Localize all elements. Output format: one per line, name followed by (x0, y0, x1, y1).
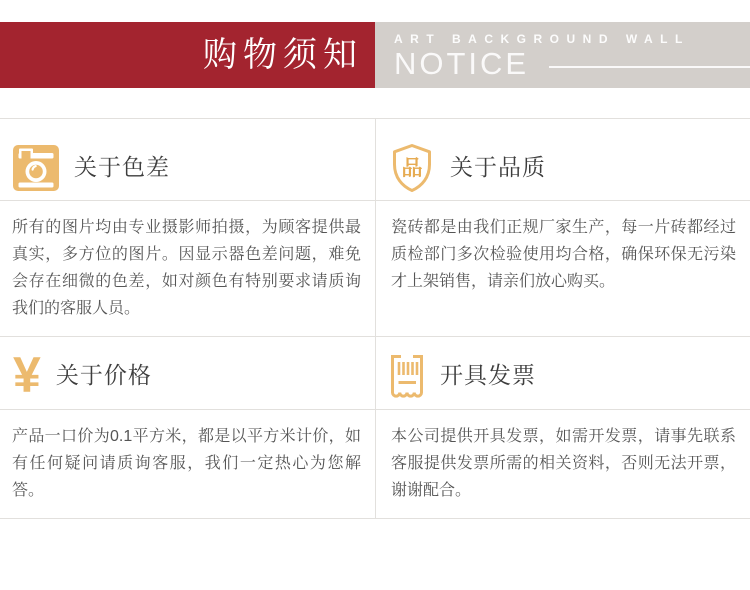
section-color-difference-body: 所有的图片均由专业摄影师拍摄，为顾客提供最真实，多方位的图片。因显示器色差问题，难免会存在细微的色差，如对颜色有特别要求请质询我们的客服人员。 (0, 201, 375, 337)
shield-glyph: 品 (401, 156, 423, 180)
section-quality-body: 瓷砖都是由我们正规厂家生产，每一片砖都经过质检部门多次检验使用均合格，确保环保无污染才上架销售，请亲们放心购买。 (375, 201, 750, 337)
section-invoice-body: 本公司提供开具发票，如需开发票，请事先联系客服提供发票所需的相关资料，否则无法开票，谢谢配合。 (375, 410, 750, 518)
subtitle-underline (549, 66, 750, 68)
receipt-icon (389, 354, 425, 399)
section-color-difference-heading (0, 119, 375, 201)
banner-red-block (0, 22, 375, 88)
eyebrow-text: ART BACKGROUND WALL (394, 32, 690, 46)
section-title: 关于品质 (450, 153, 546, 180)
shield-icon (389, 143, 435, 193)
section-price-body: 产品一口价为0.1平方米，都是以平方米计价，如有任何疑问请质询客服，我们一定热心为您解答。 (12, 428, 361, 499)
notice-grid (0, 118, 750, 519)
section-quality-heading (375, 119, 750, 201)
subtitle-row (394, 46, 750, 82)
section-title: 开具发票 (440, 362, 536, 389)
section-price-heading (0, 337, 375, 410)
yuan-icon: ¥ (13, 347, 41, 404)
section-invoice-heading (375, 337, 750, 410)
page-title: 购物须知 (203, 36, 363, 74)
header-banner (0, 22, 750, 88)
camera-icon (13, 145, 59, 191)
section-title: 关于色差 (74, 153, 170, 180)
section-title: 关于价格 (55, 362, 152, 389)
banner-gray-block (375, 22, 750, 88)
notice-subtitle: NOTICE (394, 46, 530, 82)
